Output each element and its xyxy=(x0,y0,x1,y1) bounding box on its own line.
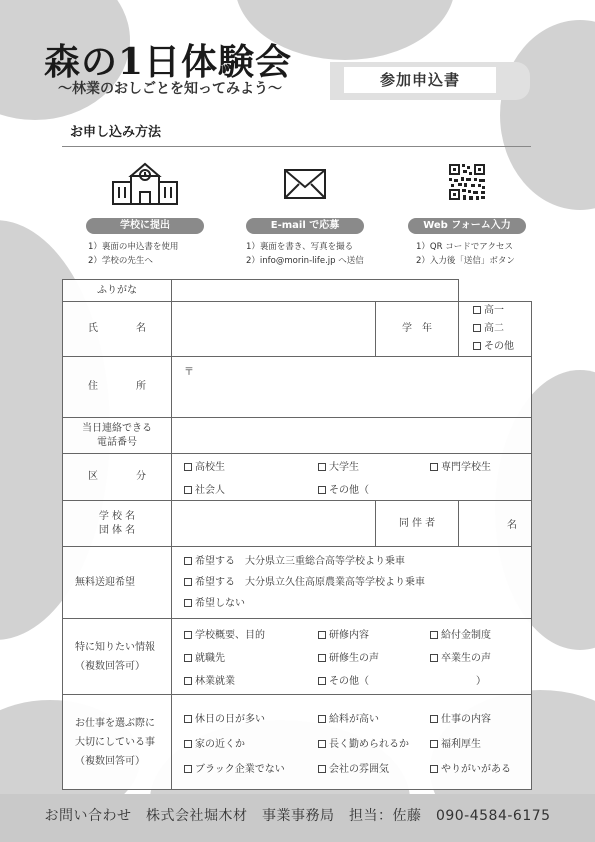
option-label: 高校生 xyxy=(195,462,225,473)
name-label: 氏 名 xyxy=(63,302,172,357)
checkbox[interactable] xyxy=(318,654,326,662)
school-field[interactable] xyxy=(172,501,376,547)
option-label: 長く勤められるか xyxy=(329,738,409,750)
methods-title: お申し込み方法 xyxy=(70,125,162,140)
job-option[interactable] xyxy=(184,760,318,775)
option-label: 給付金制度 xyxy=(441,630,491,641)
category-option-worker[interactable] xyxy=(184,481,318,496)
job-option[interactable] xyxy=(430,710,531,725)
info-option-other-close: ） xyxy=(476,676,486,687)
method-step: 2）入力後「送信」ボタン xyxy=(416,256,515,266)
page-title: 森の1日体験会 xyxy=(44,41,293,83)
option-label: 専門学校生 xyxy=(441,462,491,473)
qr-code-icon xyxy=(431,160,503,206)
info-label-line1: 特に知りたい情報 xyxy=(75,641,155,653)
checkbox[interactable] xyxy=(184,599,192,607)
option-label: 家の近くか xyxy=(195,738,245,750)
job-option[interactable] xyxy=(184,710,318,725)
job-option[interactable] xyxy=(184,735,318,750)
job-label-line3: （複数回答可） xyxy=(75,755,145,767)
job-label-line1: お仕事を選ぶ際に xyxy=(75,717,155,729)
checkbox[interactable] xyxy=(430,631,438,639)
option-label: ブラック企業でない xyxy=(195,763,285,775)
option-label: 会社の雰囲気 xyxy=(329,763,389,775)
grade-options xyxy=(459,302,532,357)
method-pill-email: E-mail で応募 xyxy=(246,218,364,234)
phone-label-line2: 電話番号 xyxy=(97,436,137,448)
address-field[interactable] xyxy=(172,357,532,418)
job-values-options xyxy=(172,695,532,790)
option-label: 就職先 xyxy=(195,653,225,664)
grade-label-text: 学 年 xyxy=(402,323,432,334)
info-option[interactable] xyxy=(318,626,430,641)
option-label: 林業就業 xyxy=(195,676,235,687)
application-form-table xyxy=(62,279,532,790)
method-step: 2）info@morin-life.jp へ送信 xyxy=(246,256,364,266)
option-label: その他（ xyxy=(329,485,369,496)
checkbox[interactable] xyxy=(318,765,326,773)
envelope-icon xyxy=(269,160,341,206)
checkbox[interactable] xyxy=(184,578,192,586)
checkbox[interactable] xyxy=(318,486,326,494)
category-option-highschool[interactable] xyxy=(184,458,318,473)
checkbox[interactable] xyxy=(430,765,438,773)
grade-label-cell xyxy=(376,302,459,357)
shuttle-option-mie[interactable] xyxy=(172,551,531,572)
shuttle-option-none[interactable] xyxy=(172,593,531,614)
grade-option-2[interactable] xyxy=(473,320,531,338)
option-label: 休日の日が多い xyxy=(195,713,265,725)
checkbox[interactable] xyxy=(318,677,326,685)
checkbox[interactable] xyxy=(184,631,192,639)
job-option[interactable] xyxy=(430,735,531,750)
checkbox[interactable] xyxy=(430,715,438,723)
phone-label-line1: 当日連絡できる xyxy=(82,422,152,434)
info-option[interactable] xyxy=(184,672,318,687)
info-option[interactable] xyxy=(184,649,318,664)
option-label: その他（ xyxy=(329,676,369,687)
companions-unit: 名 xyxy=(507,520,517,531)
phone-label xyxy=(63,418,172,454)
option-label: 研修生の声 xyxy=(329,653,379,664)
option-label: 卒業生の声 xyxy=(441,653,491,664)
methods-divider xyxy=(62,146,531,147)
school-label xyxy=(63,501,172,547)
shuttle-options xyxy=(172,547,532,619)
shuttle-label: 無料送迎希望 xyxy=(63,547,172,619)
info-option[interactable] xyxy=(318,649,430,664)
option-label: 給料が高い xyxy=(329,713,379,725)
method-step: 1）裏面の申込書を使用 xyxy=(88,242,179,252)
method-web-form xyxy=(382,160,552,268)
option-label: 大学生 xyxy=(329,462,359,473)
school-label-line2: 団 体 名 xyxy=(98,524,136,536)
job-option[interactable] xyxy=(318,735,430,750)
grade-option-label: 高一 xyxy=(484,305,504,316)
method-pill-web: Web フォーム入力 xyxy=(408,218,526,234)
companions-label: 同 伴 者 xyxy=(376,501,459,547)
checkbox[interactable] xyxy=(184,715,192,723)
option-label: 希望しない xyxy=(195,598,245,609)
checkbox[interactable] xyxy=(318,631,326,639)
checkbox[interactable] xyxy=(184,486,192,494)
category-option-vocational[interactable] xyxy=(430,458,531,473)
method-step: 1）QR コードでアクセス xyxy=(416,242,513,252)
checkbox[interactable] xyxy=(184,557,192,565)
checkbox[interactable] xyxy=(318,740,326,748)
name-field[interactable] xyxy=(172,302,376,357)
category-option-other[interactable] xyxy=(318,481,430,496)
method-pill-school: 学校に提出 xyxy=(86,218,204,234)
job-values-label xyxy=(63,695,172,790)
checkbox[interactable] xyxy=(184,677,192,685)
school-icon xyxy=(109,160,181,206)
contact-footer: お問い合わせ 株式会社堀木材 事業事務局 担当：佐藤 090-4584-6175 xyxy=(0,794,595,842)
address-label: 住 所 xyxy=(63,357,172,418)
checkbox[interactable] xyxy=(184,463,192,471)
info-label xyxy=(63,619,172,695)
job-option[interactable] xyxy=(318,760,430,775)
checkbox[interactable] xyxy=(430,740,438,748)
grade-option-3[interactable] xyxy=(473,338,531,356)
checkbox[interactable] xyxy=(184,654,192,662)
info-label-line2: （複数回答可） xyxy=(75,660,145,672)
checkbox[interactable] xyxy=(430,463,438,471)
school-label-line1: 学 校 名 xyxy=(98,510,136,522)
info-option[interactable] xyxy=(184,626,318,641)
checkbox[interactable] xyxy=(318,463,326,471)
page-subtitle: 〜林業のおしごとを知ってみよう〜 xyxy=(58,81,282,97)
companions-field[interactable] xyxy=(459,501,532,547)
category-label: 区 分 xyxy=(63,454,172,501)
grade-option-1[interactable] xyxy=(473,302,531,320)
method-step: 2）学校の先生へ xyxy=(88,256,153,266)
info-option-other[interactable] xyxy=(318,672,430,687)
grade-option-label: その他 xyxy=(484,341,514,352)
job-label-line2: 大切にしている事 xyxy=(75,736,155,748)
category-options xyxy=(172,454,532,501)
job-option[interactable] xyxy=(318,710,430,725)
checkbox[interactable] xyxy=(318,715,326,723)
checkbox[interactable] xyxy=(430,654,438,662)
method-school xyxy=(60,160,230,268)
info-option[interactable] xyxy=(430,626,531,641)
option-label: 研修内容 xyxy=(329,630,369,641)
option-label: やりがいがある xyxy=(441,763,511,775)
method-email xyxy=(220,160,390,268)
job-option[interactable] xyxy=(430,760,531,775)
option-label: 社会人 xyxy=(195,485,225,496)
checkbox[interactable] xyxy=(184,740,192,748)
option-label: 学校概要、目的 xyxy=(195,630,265,641)
option-label: 希望する 大分県立三重総合高等学校より乗車 xyxy=(195,556,405,567)
furigana-label: ふりがな xyxy=(63,280,172,302)
furigana-field[interactable] xyxy=(172,280,459,302)
grade-option-label: 高二 xyxy=(484,323,504,334)
option-label: 福利厚生 xyxy=(441,738,481,750)
checkbox[interactable] xyxy=(184,765,192,773)
option-label: 希望する 大分県立久住高原農業高等学校より乗車 xyxy=(195,577,425,588)
phone-field[interactable] xyxy=(172,418,532,454)
info-options xyxy=(172,619,532,695)
shuttle-option-kuju[interactable] xyxy=(172,572,531,593)
postal-mark: 〒 xyxy=(184,367,194,378)
checkbox[interactable] xyxy=(473,342,481,350)
method-step: 1）裏面を書き、写真を撮る xyxy=(246,242,354,252)
option-label: 仕事の内容 xyxy=(441,713,491,725)
info-option[interactable] xyxy=(430,649,531,664)
category-option-university[interactable] xyxy=(318,458,430,473)
apply-label: 参加申込書 xyxy=(344,67,496,93)
checkbox[interactable] xyxy=(473,324,481,332)
checkbox[interactable] xyxy=(473,306,481,314)
